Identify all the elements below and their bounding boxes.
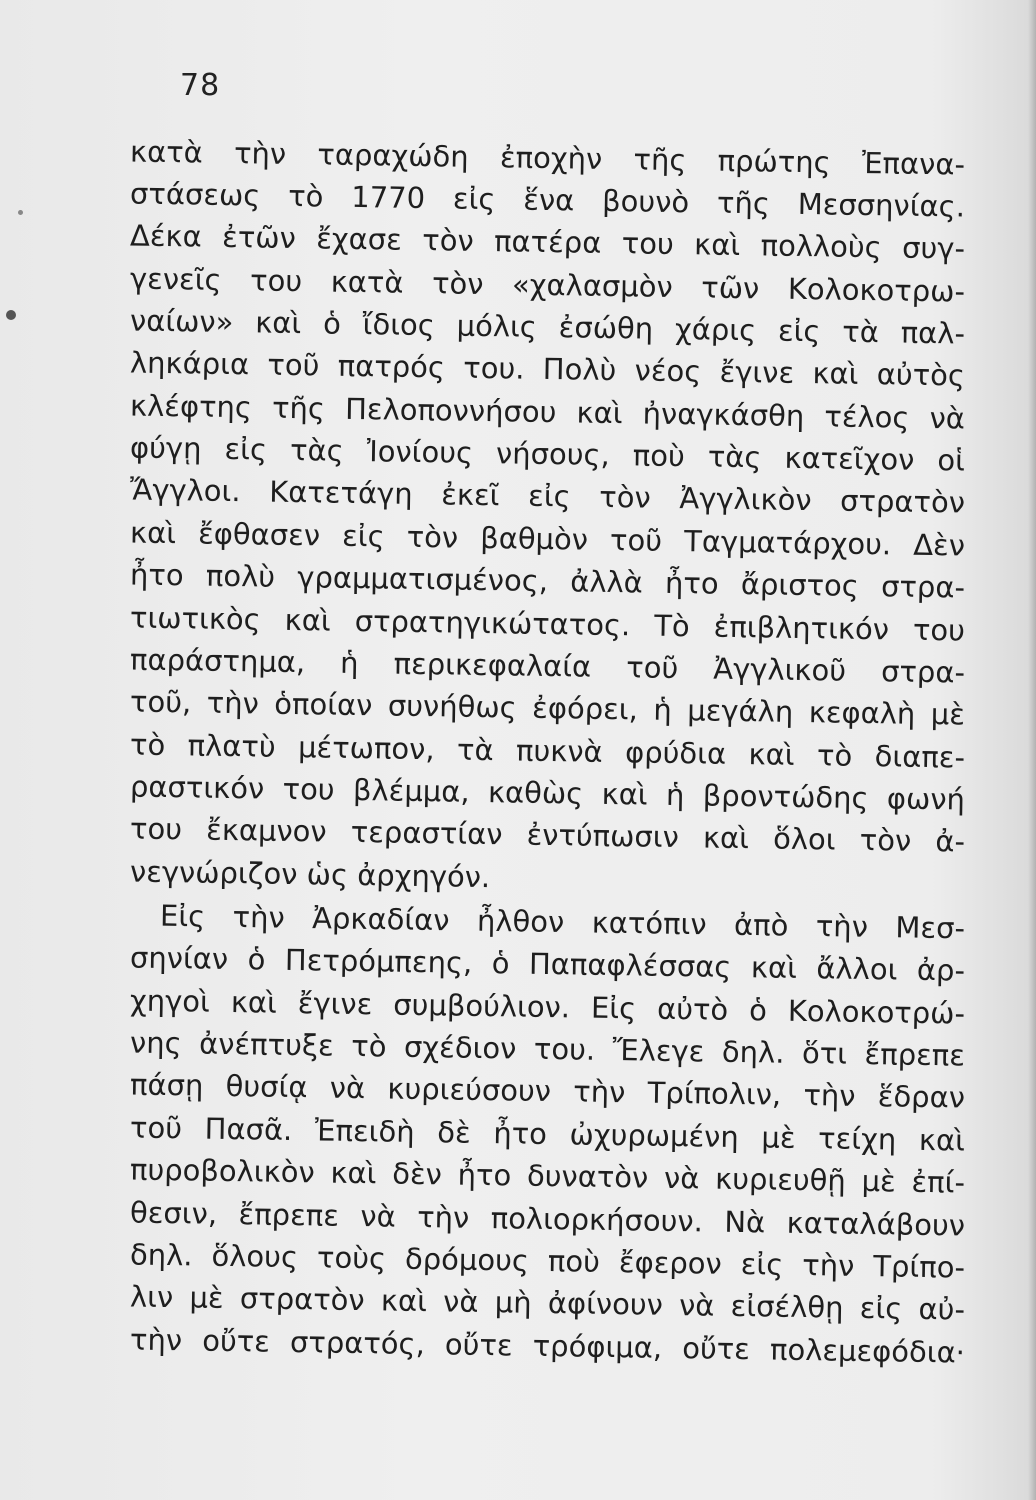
page-number: 78 (180, 68, 221, 103)
text-line: τοῦ, τὴν ὁποίαν συνήθως ἐφόρει, ἡ μεγάλη κεφαλὴ μὲ (129, 684, 966, 732)
text-line: ληκάρια τοῦ πατρός του. Πολὺ νέος ἔγινε καὶ αὐτὸς (129, 345, 966, 393)
text-line: του ἔκαμνον τεραστίαν ἐντύπωσιν καὶ ὅλοι τὸν ἀ- (129, 811, 966, 859)
punch-hole-mark (18, 210, 23, 215)
text-line: ραστικόν του βλέμμα, καθὼς καὶ ἡ βροντώδης φωνή (129, 769, 966, 817)
text-line: ναίων» καὶ ὁ ἴδιος μόλις ἐσώθη χάρις εἰς τὰ παλ- (129, 303, 966, 351)
text-line: τὴν οὔτε στρατός, οὔτε τρόφιμα, οὔτε πολεμεφόδια· (129, 1322, 966, 1370)
text-line: λιν μὲ στρατὸν καὶ νὰ μὴ ἀφίνουν νὰ εἰσέλθῃ εἰς αὐ- (129, 1279, 966, 1327)
text-line: κατὰ τὴν ταραχώδη ἐποχὴν τῆς πρώτης Ἐπανα- (129, 134, 966, 182)
text-line: τοῦ Πασᾶ. Ἐπειδὴ δὲ ἦτο ὠχυρωμένη μὲ τείχη καὶ (129, 1110, 966, 1158)
text-line: δηλ. ὅλους τοὺς δρόμους ποὺ ἔφερον εἰς τὴν Τρίπο- (129, 1237, 966, 1285)
paragraph-end-line: νεγνώριζον ὡς ἀρχηγόν. (129, 854, 491, 895)
punch-hole (6, 310, 16, 320)
text-line: τὸ πλατὺ μέτωπον, τὰ πυκνὰ φρύδια καὶ τὸ διαπε- (129, 727, 966, 775)
text-line: νης ἀνέπτυξε τὸ σχέδιον του. Ἔλεγε δηλ. ὅτι ἔπρεπε (129, 1025, 966, 1073)
text-line: κλέφτης τῆς Πελοποννήσου καὶ ἠναγκάσθη τέλος νὰ (129, 388, 966, 436)
text-line: Ἄγγλοι. Κατετάγη ἐκεῖ εἰς τὸν Ἀγγλικὸν στρατὸν (129, 472, 966, 520)
paragraph-start-line: Εἰς τὴν Ἀρκαδίαν ἦλθον κατόπιν ἀπὸ τὴν Μεσ- (159, 898, 966, 946)
text-line: γενεῖς του κατὰ τὸν «χαλασμὸν τῶν Κολοκοτρω- (129, 261, 966, 309)
page-edge-shadow (1028, 0, 1036, 1500)
text-line: πυροβολικὸν καὶ δὲν ἦτο δυνατὸν νὰ κυριευθῇ μὲ ἐπί- (129, 1152, 966, 1200)
text-line: καὶ ἔφθασεν εἰς τὸν βαθμὸν τοῦ Ταγματάρχου. Δὲν (129, 515, 966, 563)
text-line: παράστημα, ἡ περικεφαλαία τοῦ Ἀγγλικοῦ στρα- (129, 642, 966, 690)
text-line: φύγῃ εἰς τὰς Ἰονίους νήσους, ποὺ τὰς κατεῖχον οἱ (129, 430, 966, 478)
text-line: πάσῃ θυσίᾳ νὰ κυριεύσουν τὴν Τρίπολιν, τὴν ἕδραν (129, 1067, 966, 1115)
text-line: στάσεως τὸ 1770 εἰς ἕνα βουνὸ τῆς Μεσσηνίας. (129, 176, 966, 224)
text-line: σηνίαν ὁ Πετρόμπεης, ὁ Παπαφλέσσας καὶ ἄλλοι ἀρ- (129, 940, 966, 988)
text-line: χηγοὶ καὶ ἔγινε συμβούλιον. Εἰς αὐτὸ ὁ Κολοκοτρώ- (129, 983, 966, 1031)
text-line: θεσιν, ἔπρεπε νὰ τὴν πολιορκήσουν. Νὰ καταλάβουν (129, 1195, 966, 1243)
text-line: τιωτικὸς καὶ στρατηγικώτατος. Τὸ ἐπιβλητικόν του (129, 600, 966, 648)
text-line: ἦτο πολὺ γραμματισμένος, ἀλλὰ ἦτο ἄριστος στρα- (129, 557, 966, 605)
text-line: Δέκα ἐτῶν ἔχασε τὸν πατέρα του καὶ πολλοὺς συγ- (129, 218, 966, 266)
